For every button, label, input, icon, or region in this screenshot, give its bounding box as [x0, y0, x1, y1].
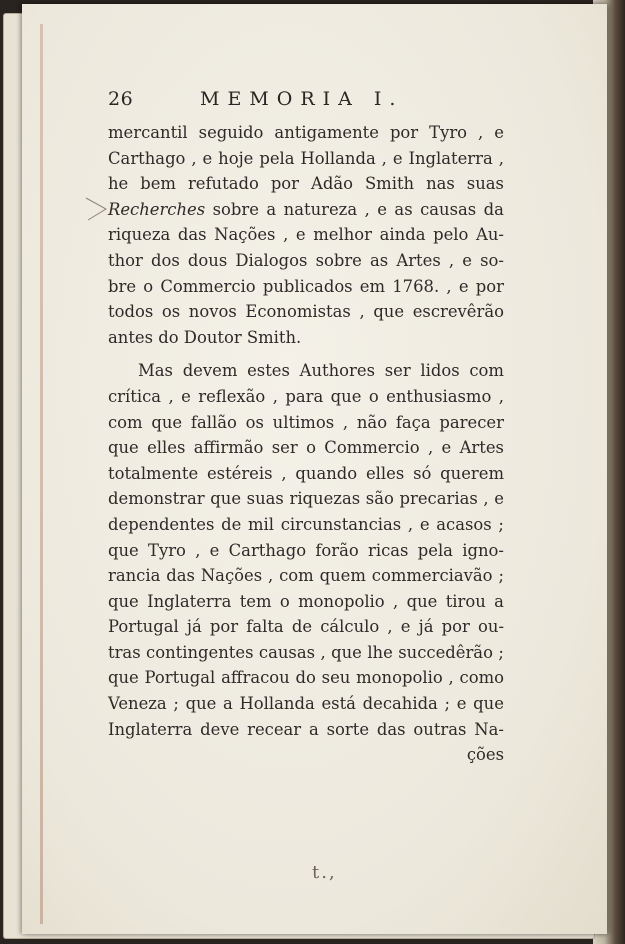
word: , [283, 225, 289, 245]
word: ; [498, 642, 504, 662]
word: e [456, 694, 467, 714]
word: as [394, 199, 413, 219]
page-edge-stain [40, 24, 43, 924]
word: , [407, 514, 414, 534]
word: affirmão [193, 438, 264, 458]
word: , [483, 489, 489, 509]
word: por [270, 174, 300, 194]
word: por [209, 617, 239, 637]
word: e [494, 489, 504, 509]
word: bre [108, 276, 137, 296]
word: como [459, 668, 504, 688]
paragraph2-line [108, 486, 504, 512]
word: demonstrar [108, 489, 205, 509]
word: para [285, 386, 324, 406]
word: suas [246, 489, 284, 509]
paragraph2-line [108, 358, 504, 384]
word: ; [444, 694, 451, 714]
word: que [330, 386, 362, 406]
word: , [168, 386, 174, 406]
word: cálculo [320, 617, 380, 637]
word: succedêrão [398, 642, 493, 662]
word: reflexão [198, 386, 266, 406]
word: dependentes [108, 514, 215, 534]
word: ser [271, 438, 298, 458]
word: Inglaterra [108, 719, 193, 739]
word: que [406, 591, 438, 611]
word: , [446, 276, 452, 296]
word: Portugal [108, 617, 179, 637]
word: Au- [476, 225, 504, 245]
word: , [359, 302, 365, 322]
word: riquezas [289, 489, 361, 509]
word: e [181, 386, 191, 406]
word: elles [147, 438, 186, 458]
word: do [295, 668, 316, 688]
word: he [108, 174, 129, 194]
word: a [494, 591, 504, 611]
word: 1768. [392, 276, 440, 296]
word: por [475, 276, 504, 296]
word: causas [420, 199, 477, 219]
word: rancia [108, 566, 161, 586]
paragraph1-line [108, 274, 504, 300]
word: que [210, 489, 242, 509]
word: Economistas [245, 302, 351, 322]
word: ; [173, 694, 179, 714]
word: os [161, 302, 181, 322]
word: ; [498, 514, 504, 534]
word: Artes [396, 250, 441, 270]
word: Hollanda [300, 148, 376, 168]
word: Recherches [108, 199, 206, 219]
word: a [223, 694, 233, 714]
paragraph2-line [108, 435, 504, 461]
word: , [387, 617, 393, 637]
word: commerciavão [371, 566, 493, 586]
word: suas [466, 174, 504, 194]
word: quem [319, 566, 366, 586]
paragraph2-line [108, 640, 504, 666]
paragraph2-line [108, 691, 504, 717]
word: ainda [379, 225, 426, 245]
word: com [279, 566, 314, 586]
word: todos [108, 302, 154, 322]
word: ricas [368, 540, 409, 560]
word: affracou [221, 668, 290, 688]
word: ; [498, 566, 504, 586]
word: devem [182, 361, 238, 381]
word: Veneza [108, 694, 167, 714]
word: seu [321, 668, 351, 688]
word: mercantil [108, 123, 188, 142]
word: refutado [187, 174, 259, 194]
word: bem [140, 174, 176, 194]
word: já [186, 617, 202, 637]
word: tras [108, 642, 141, 662]
word: precarias [399, 489, 478, 509]
paragraph2-line [108, 717, 504, 743]
word: antigamente [274, 123, 379, 142]
word: com [469, 361, 504, 381]
word: que [108, 438, 139, 458]
word: pela [417, 540, 453, 560]
word: hoje [218, 148, 254, 168]
word: querem [440, 463, 504, 483]
catchword: ções [466, 745, 504, 765]
word: o [279, 591, 290, 611]
word: está [321, 694, 356, 714]
word: são [365, 489, 394, 509]
word: causas [258, 642, 316, 662]
word: , [478, 123, 484, 142]
word: que [373, 302, 405, 322]
page-number: 26 [108, 88, 134, 110]
paragraph2-line [108, 512, 504, 538]
word: , [498, 148, 504, 168]
word: , [342, 412, 349, 432]
word: Commercio [160, 276, 256, 296]
word: por [441, 617, 470, 637]
word: e [209, 540, 220, 560]
paragraph2-line [108, 538, 504, 564]
word: recear [247, 719, 302, 739]
paragraph1-line [108, 197, 504, 223]
word: o [143, 276, 154, 296]
paragraph2-line [108, 461, 504, 487]
word: natureza [283, 199, 358, 219]
word: lhe [367, 642, 393, 662]
word: enthusiasmo [386, 386, 492, 406]
word: contingentes [146, 642, 254, 662]
word: ser [384, 361, 411, 381]
word: outras [413, 719, 467, 739]
word: das [166, 566, 195, 586]
word: só [413, 463, 432, 483]
word: e [419, 514, 430, 534]
paragraph1-line [108, 248, 504, 274]
word: das [177, 225, 207, 245]
word: Na- [474, 719, 504, 739]
word: melhor [313, 225, 372, 245]
word: falta [246, 617, 284, 637]
word: , [427, 438, 434, 458]
word: o [306, 438, 316, 458]
word: crítica [108, 386, 162, 406]
word: e [441, 438, 452, 458]
word: Nações [200, 566, 263, 586]
word: escrevêrão [412, 302, 504, 322]
word: faça [395, 412, 431, 432]
word: Commercio [324, 438, 420, 458]
word: estes [247, 361, 290, 381]
running-title: MEMORIA I. [200, 88, 404, 110]
word: , [191, 148, 197, 168]
word: Adão [310, 174, 353, 194]
stray-ink-mark: t., [312, 862, 337, 883]
word: e [202, 148, 213, 168]
word: thor [108, 250, 143, 270]
word: fallão [190, 412, 237, 432]
paragraph2-line [108, 614, 504, 640]
word: das [376, 719, 406, 739]
word: que [108, 540, 139, 560]
word: Mas [138, 361, 173, 381]
word: por [389, 123, 419, 142]
word: já [418, 617, 434, 637]
word: Portugal [144, 668, 216, 688]
paragraph1-line [108, 222, 504, 248]
word: acasos [436, 514, 492, 534]
body-text [108, 120, 504, 768]
paragraph1-line [108, 299, 504, 325]
word: e [494, 123, 504, 142]
word: , [272, 386, 278, 406]
word: Hollanda [239, 694, 315, 714]
word: , [281, 463, 287, 483]
word: e [392, 148, 403, 168]
word: e [295, 225, 306, 245]
word: igno- [462, 540, 504, 560]
word: Inglaterra [147, 591, 232, 611]
word: Artes [459, 438, 504, 458]
word: que [331, 642, 362, 662]
word: , [448, 250, 455, 270]
word: circunstancias [280, 514, 402, 534]
word: as [370, 250, 389, 270]
paragraph2-line [108, 384, 504, 410]
word: estéreis [206, 463, 273, 483]
word: novos [188, 302, 237, 322]
word: pelo [433, 225, 469, 245]
word: não [356, 412, 388, 432]
word: monopolio [298, 591, 385, 611]
word: Carthago [228, 540, 307, 560]
word: e [400, 617, 411, 637]
word: que [185, 694, 217, 714]
word: que [108, 591, 139, 611]
word: Inglaterra [408, 148, 493, 168]
word: , [268, 566, 274, 586]
word: so- [480, 250, 504, 270]
word: sorte [326, 719, 370, 739]
word: dos [151, 250, 180, 270]
word: forão [315, 540, 359, 560]
word: , [364, 199, 370, 219]
paragraph1-line: antes do Doutor Smith. [108, 327, 302, 347]
word: lidos [420, 361, 460, 381]
paragraph2-line [108, 563, 504, 589]
word: , [393, 591, 399, 611]
word: ou- [478, 617, 504, 637]
paragraph1-line [108, 146, 504, 172]
word: Smith [364, 174, 415, 194]
word: os [245, 412, 264, 432]
word: e [377, 199, 387, 219]
word: em [359, 276, 386, 296]
word: Tyro [148, 540, 186, 560]
word: Dialogos [235, 250, 308, 270]
word: que [151, 412, 183, 432]
word: quando [295, 463, 358, 483]
word: a [309, 719, 319, 739]
word: sobre [315, 250, 362, 270]
word: Nações [214, 225, 276, 245]
word: parecer [439, 412, 504, 432]
word: que [108, 668, 139, 688]
word: , [320, 642, 326, 662]
word: publicados [262, 276, 353, 296]
word: totalmente [108, 463, 199, 483]
word: , [381, 148, 387, 168]
word: tirou [445, 591, 486, 611]
paragraph2-line [108, 665, 504, 691]
word: Authores [299, 361, 375, 381]
word: riqueza [108, 225, 171, 245]
word: e [458, 276, 469, 296]
paragraph2-line [108, 410, 504, 436]
word: ultimos [272, 412, 335, 432]
word: , [195, 540, 201, 560]
word: Tyro [429, 123, 468, 142]
word: de [291, 617, 313, 637]
word: sobre [212, 199, 259, 219]
word: elles [365, 463, 405, 483]
word: , [498, 386, 504, 406]
word: decahida [362, 694, 438, 714]
word: a [266, 199, 277, 219]
word: que [473, 694, 504, 714]
word: nas [426, 174, 455, 194]
word: tem [239, 591, 272, 611]
word: deve [200, 719, 240, 739]
word: de [221, 514, 242, 534]
paragraph1-line [108, 171, 504, 197]
word: monopolio [356, 668, 443, 688]
word: e [462, 250, 472, 270]
word: , [448, 668, 454, 688]
word: com [108, 412, 143, 432]
word: Carthago [108, 148, 186, 168]
word: o [368, 386, 379, 406]
word: da [483, 199, 504, 219]
word: pela [259, 148, 295, 168]
word: dous [187, 250, 228, 270]
word: seguido [198, 123, 264, 142]
paragraph-gap [108, 350, 504, 358]
paragraph1-line [108, 120, 504, 146]
paragraph2-line [108, 589, 504, 615]
word: mil [248, 514, 275, 534]
